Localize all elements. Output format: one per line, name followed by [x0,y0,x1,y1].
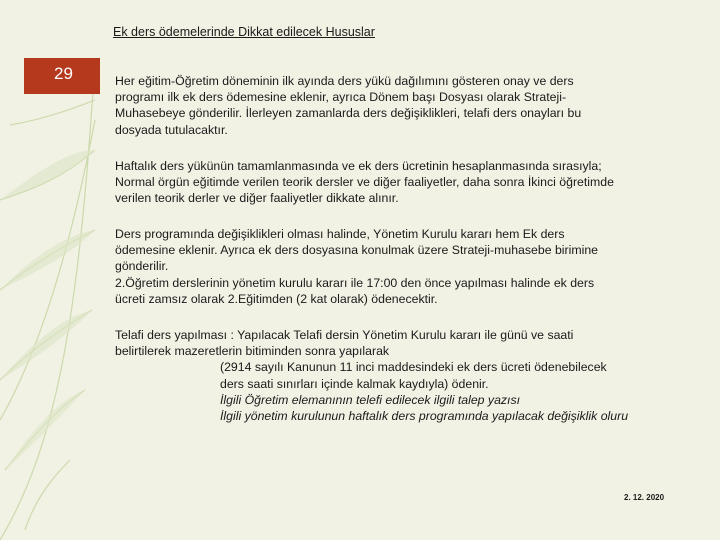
text-line: dosyada tutulacaktır. [115,122,228,137]
text-line: gönderilir. [115,259,169,274]
text-line: İlgili Öğretim elemanının telefi edilecek ilgili talep yazısı [220,392,521,407]
text-line: 2.Öğretim derslerinin yönetim kurulu kararı ile 17:00 den önce yapılması halinde ek ders [115,275,595,290]
paragraph-2 [115,158,614,207]
text-line: (2914 sayılı Kanunun 11 inci maddesindeki ek ders ücreti ödenebilecek [220,360,607,375]
slide-date: 2. 12. 2020 [624,493,665,502]
text-line: ücreti zamsız olarak 2.Eğitimden (2 kat olarak) ödenecektir. [115,291,438,306]
text-line: programı ilk ek ders ödemesine eklenir, ayrıca Dönem başı Dosyası olarak Strateji- [115,90,567,105]
text-line: Muhasebeye gönderilir. İlerleyen zamanlarda ders değişiklikleri, telafi ders onayları bu [115,106,582,121]
text-line: Telafi ders yapılması : Yapılacak Telafi dersin Yönetim Kurulu kararı ile günü ve saati [115,328,574,342]
text-line: Ders programında değişiklikleri olması halinde, Yönetim Kurulu kararı hem Ek ders [115,227,565,241]
paragraph-3 [115,226,598,307]
text-line: verilen teorik derler ve diğer faaliyetler dikkate alınır. [115,191,399,206]
text-line: Haftalık ders yükünün tamamlanmasında ve ek ders ücretinin hesaplanmasında sırasıyla; [115,159,602,173]
paragraph-4 [115,327,628,424]
slide-number-tab [24,58,100,94]
text-line: İlgili yönetim kurulunun haftalık ders programında yapılacak değişiklik oluru [220,409,629,424]
paragraph-1 [115,73,581,138]
slide-number: 29 [54,64,73,83]
text-line: Her eğitim-Öğretim döneminin ilk ayında ders yükü dağılımını gösteren onay ve ders [115,74,574,88]
slide-title: Ek ders ödemelerinde Dikkat edilecek Hususlar [113,25,375,39]
text-line: belirtilerek mazeretlerin bitiminden sonra yapılarak [115,344,390,359]
text-line: ders saati sınırları içinde kalmak kaydıyla) ödenir. [220,376,489,391]
text-line: ödemesine eklenir. Ayrıca ek ders dosyasına konulmak üzere Strateji-muhasebe birimine [115,243,599,258]
text-line: Normal örgün eğitimde verilen teorik dersler ve diğer faaliyetler, daha sonra İkinci öğretimde [115,175,614,190]
